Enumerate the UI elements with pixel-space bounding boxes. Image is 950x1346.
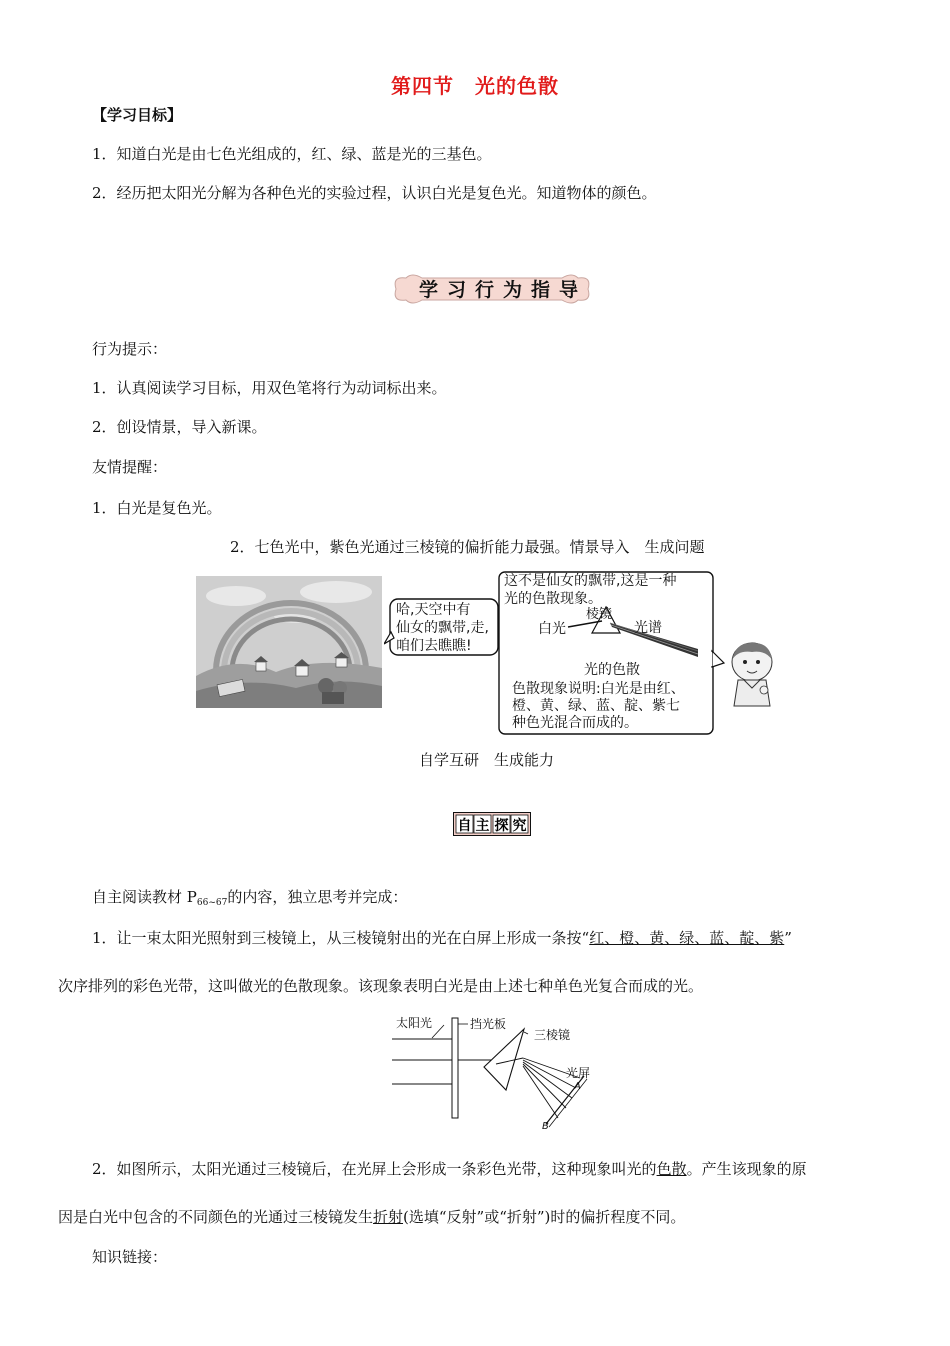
self-study-caption: 自学互研 生成能力 [419,751,555,769]
objective-item-1: 1．知道白光是由七色光组成的，红、绿、蓝是光的三基色。 [92,145,492,163]
bubble-left-line-2: 仙女的飘带,走, [396,620,489,636]
reminder-item-1: 1．白光是复色光。 [92,499,222,517]
speech-bubble-left [384,598,500,656]
explain-top-line-1: 这不是仙女的飘带,这是一种 [504,573,677,589]
label-prism: 棱镜 [586,607,613,622]
q2-answer-2: 折射 [373,1208,404,1226]
label-board: 挡光板 [470,1017,507,1031]
section-badge-independent-inquiry [453,812,531,836]
page-title: 第四节 光的色散 [391,74,559,98]
bubble-left-line-3: 咱们去瞧瞧! [396,638,472,654]
q2-answer-1: 色散 [656,1160,687,1178]
label-point-b: B [542,1121,549,1132]
objectives-header: 【学习目标】 [92,106,183,124]
label-spectrum: 光谱 [634,620,662,636]
label-white-light: 白光 [538,621,566,637]
q2-prefix-1: 2．如图所示，太阳光通过三棱镜后，在光屏上会形成一条彩色光带，这种现象叫光的 [92,1160,657,1178]
label-screen: 光屏 [566,1066,591,1080]
objective-item-2: 2．经历把太阳光分解为各种色光的实验过程，认识白光是复色光。知道物体的颜色。 [92,184,657,202]
reading-pages: 66~67 [196,898,228,908]
section-banner-learning-guidance [392,272,592,306]
banner-char: 学 [419,279,439,301]
label-point-a: A [574,1081,581,1092]
question-1-line-1 [92,927,792,948]
behavior-item-2: 2．创设情景，导入新课。 [92,418,267,436]
q1-answer: 红、橙、黄、绿、蓝、靛、紫 [589,929,785,947]
banner-char: 为 [503,279,523,301]
reading-prefix: 自主阅读教材 P [92,888,197,906]
banner-char: 导 [559,279,579,301]
label-prism: 三棱镜 [534,1028,571,1042]
caption-dispersion: 光的色散 [584,662,640,678]
reading-suffix: 的内容，独立思考并完成： [227,888,408,906]
q1-suffix: ” [784,929,792,947]
prism-experiment-diagram [388,1012,598,1134]
question-2-line-2 [58,1206,685,1227]
q2-prefix-2: 因是白光中包含的不同颜色的光通过三棱镜发生 [58,1208,374,1226]
light-blocking-board [452,1018,458,1118]
dispersion-explanation-box [498,571,714,735]
girl-cartoon-image [726,640,778,708]
reminder-header: 友情提醒： [92,458,168,476]
question-2-line-1 [92,1158,807,1179]
behavior-header: 行为提示： [92,340,168,358]
explain-line-2: 橙、黄、绿、蓝、靛、紫七 [512,698,680,714]
knowledge-link-header: 知识链接： [92,1248,168,1266]
q1-prefix: 1．让一束太阳光照射到三棱镜上，从三棱镜射出的光在白屏上形成一条按“ [92,929,590,947]
badge-char: 自 [457,818,472,834]
explain-line-3: 种色光混合而成的。 [512,715,638,731]
bubble-left-line-1: 哈,天空中有 [396,602,471,618]
rainbow-scene-image [196,576,382,708]
reading-instruction [92,886,407,908]
badge-char: 究 [512,818,527,834]
explain-top-line-2: 光的色散现象。 [504,591,602,607]
behavior-item-1: 1．认真阅读学习目标，用双色笔将行为动词标出来。 [92,379,447,397]
q2-suffix-1: 。产生该现象的原 [686,1160,807,1178]
badge-char: 主 [475,818,490,834]
banner-char: 行 [475,279,495,301]
banner-char: 习 [447,279,467,301]
label-sunlight: 太阳光 [396,1016,433,1030]
banner-char: 指 [531,279,551,301]
reminder-item-2: 2．七色光中，紫色光通过三棱镜的偏折能力最强。情景导入 生成问题 [230,538,705,556]
q2-suffix-2: (选填“反射”或“折射”)时的偏折程度不同。 [403,1208,686,1226]
badge-char: 探 [494,818,509,834]
explain-line-1: 色散现象说明:白光是由红、 [512,681,685,697]
question-1-line-2: 次序排列的彩色光带，这叫做光的色散现象。该现象表明白光是由上述七种单色光复合而成的光。 [58,977,704,995]
